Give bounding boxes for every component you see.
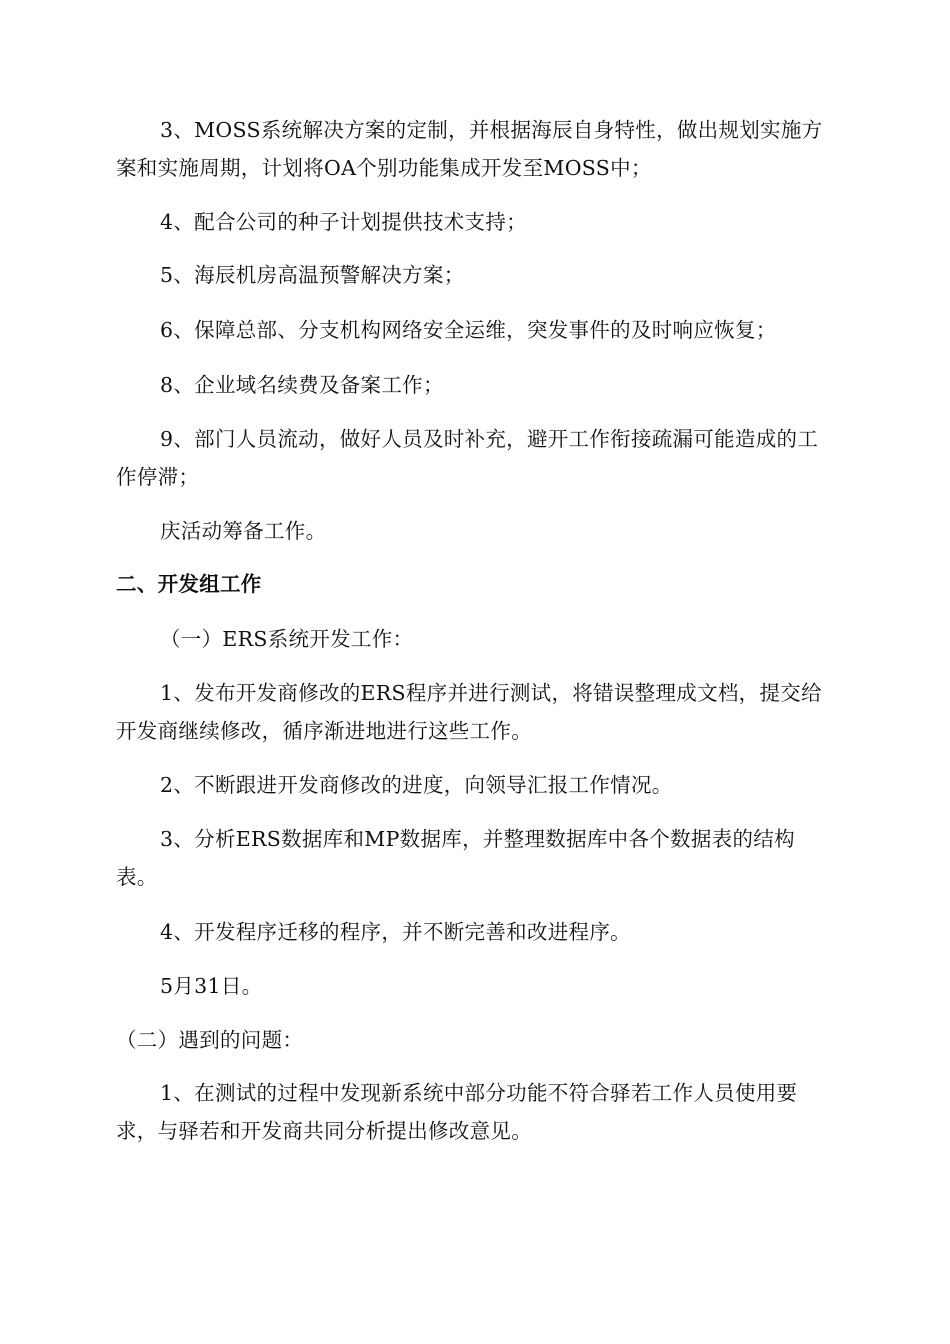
dev-item-database-analysis: 3、分析ERS数据库和MP数据库，并整理数据库中各个数据表的结构表。: [116, 827, 795, 889]
paragraph-staffing: 9、部门人员流动，做好人员及时补充，避开工作衔接疏漏可能造成的工作停滞；: [116, 427, 819, 489]
subsection-problems: （二）遇到的问题：: [116, 1028, 304, 1052]
paragraph-domain-renewal: 8、企业域名续费及备案工作；: [160, 373, 444, 397]
dev-item-follow-up: 2、不断跟进开发商修改的进度，向领导汇报工作情况。: [160, 773, 673, 797]
paragraph-event-prep: 庆活动筹备工作。: [160, 519, 327, 543]
dev-item-release-test: 1、发布开发商修改的ERS程序并进行测试，将错误整理成文档，提交给开发商继续修改，循序渐进地进行这些工作。: [116, 681, 822, 743]
subsection-ers-dev: （一）ERS系统开发工作：: [160, 627, 414, 651]
section-heading-dev-team: 二、开发组工作: [116, 572, 262, 596]
dev-item-date: 5月31日。: [160, 974, 263, 998]
paragraph-network-security: 6、保障总部、分支机构网络安全运维，突发事件的及时响应恢复；: [160, 318, 777, 342]
problem-item-functional-gap: 1、在测试的过程中发现新系统中部分功能不符合驿若工作人员使用要求，与驿若和开发商共同分析提出修改意见。: [116, 1081, 798, 1143]
paragraph-seed-plan: 4、配合公司的种子计划提供技术支持；: [160, 210, 527, 234]
dev-item-migration: 4、开发程序迁移的程序，并不断完善和改进程序。: [160, 920, 631, 944]
paragraph-server-room-alert: 5、海辰机房高温预警解决方案；: [160, 263, 465, 287]
paragraph-moss-plan: 3、MOSS系统解决方案的定制，并根据海辰自身特性，做出规划实施方案和实施周期，计划将OA个别功能集成开发至MOSS中；: [116, 118, 823, 180]
